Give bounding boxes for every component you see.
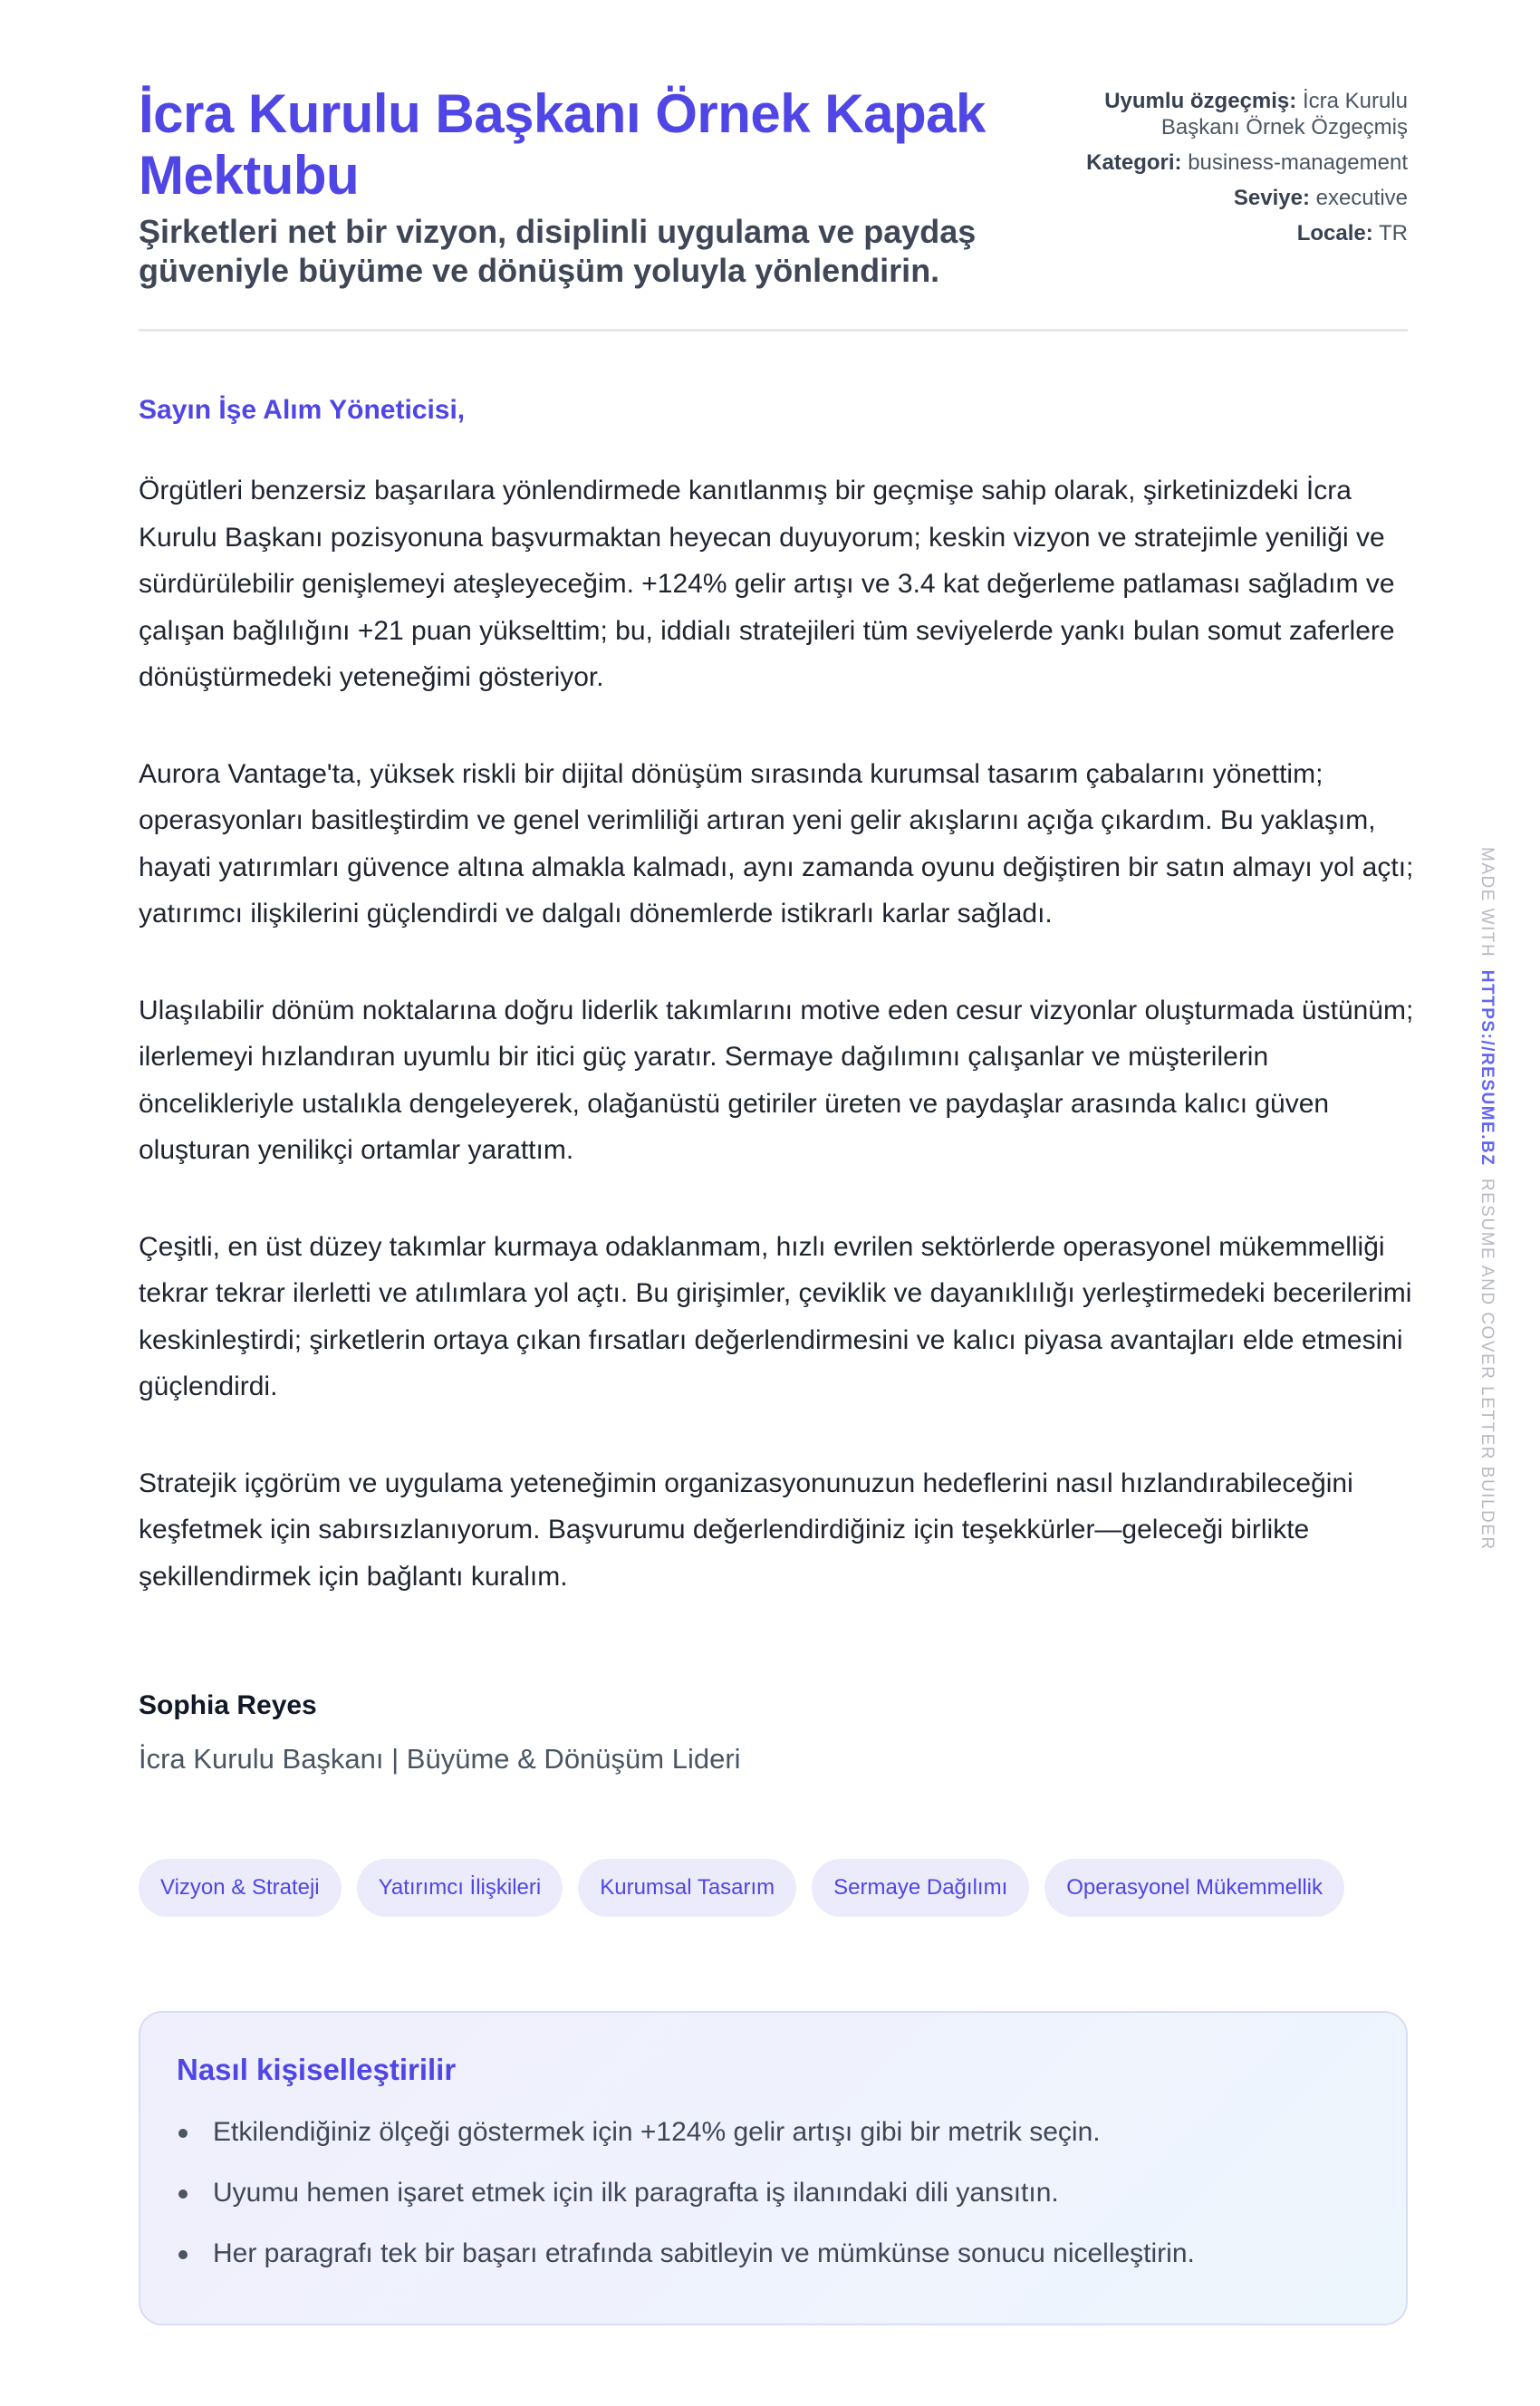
skill-tags — [139, 1859, 1344, 1917]
made-with-credit — [1469, 847, 1497, 1590]
meta-compatible-resume — [1082, 88, 1408, 140]
meta-label: Kategori: — [1086, 150, 1182, 175]
bullet-icon — [178, 2129, 188, 2138]
credit-prefix: MADE WITH — [1477, 847, 1497, 958]
tip-item — [177, 2116, 1370, 2149]
paragraph: Çeşitli, en üst düzey takımlar kurmaya odaklanmam, hızlı evrilen sektörlerde operasyonel mükemmelliği tekrar tekrar ilerletti ve atılımlara yol açtı. Bu girişimler, çeviklik ve dayanıklılığı yerleştirmedeki becerilerimi keskinleştirdi; şirketlerin ortaya çıkan fırsatları değerlendirmesini ve kalıcı piyasa avantajları elde etmesini güçlendirdi. — [139, 1231, 1412, 1401]
tip-text: Etkilendiğiniz ölçeği göstermek için +124% gelir artışı gibi bir metrik seçin. — [213, 2117, 1101, 2147]
meta-locale — [1082, 220, 1408, 246]
skill-tag: Vizyon & Strateji — [139, 1859, 342, 1917]
meta-value: executive — [1315, 186, 1408, 210]
paragraph: Ulaşılabilir dönüm noktalarına doğru liderlik takımlarını motive eden cesur vizyonlar oluşturmada üstünüm; ilerlemeyi hızlandıran uyumlu bir itici güç yaratır. Sermaye dağılımını çalışanlar ve müşterilerin öncelikleriyle ustalıkla dengeleyerek, olağanüstü getiriler üreten ve paydaşlar arasında kalıcı güven oluşturan yenilikçi ortamlar yarattım. — [139, 995, 1414, 1165]
header — [139, 0, 1408, 332]
paragraph: Örgütleri benzersiz başarılara yönlendirmede kanıtlanmış bir geçmişe sahip olarak, şirketinizdeki İcra Kurulu Başkanı pozisyonuna başvurmaktan heyecan duyuyorum; keskin vizyon ve stratejimle yeniliği ve sürdürülebilir genişlemeyi ateşleyeceğim. +124% gelir artışı ve 3.4 kat değerleme patlaması sağladım ve çalışan bağlılığını +21 puan yükselttim; bu, iddialı stratejileri tüm seviyelerde yankı bulan somut zaferlere dönüştürmedeki yeteneğimi gösteriyor. — [139, 476, 1395, 692]
tips-title: Nasıl kişiselleştirilir — [177, 2053, 457, 2086]
tip-text: Uyumu hemen işaret etmek için ilk paragrafta iş ilanındaki dili yansıtın. — [213, 2178, 1059, 2208]
tips-list — [177, 2116, 1370, 2270]
cover-letter-page — [139, 0, 1414, 2268]
tip-text: Her paragrafı tek bir başarı etrafında sabitleyin ve mümkünse sonucu nicelleştirin. — [213, 2238, 1195, 2268]
tip-item — [177, 2177, 1370, 2209]
signature-role: İcra Kurulu Başkanı | Büyüme & Dönüşüm Lideri — [139, 1743, 741, 1775]
meta-value: İcra Kurulu Başkanı Örnek Özgeçmiş — [1160, 89, 1408, 140]
credit-link[interactable]: HTTPS://RESUME.BZ — [1477, 969, 1497, 1167]
meta-label: Locale: — [1296, 221, 1373, 245]
meta-label: Uyumlu özgeçmiş: — [1104, 89, 1297, 113]
customization-tips-box — [139, 2011, 1408, 2325]
meta-level — [1082, 185, 1408, 211]
tip-item — [177, 2238, 1370, 2270]
meta-value: business-management — [1188, 150, 1408, 175]
letter-body — [139, 467, 1425, 1650]
bullet-icon — [178, 2189, 188, 2199]
skill-tag: Operasyonel Mükemmellik — [1044, 1859, 1344, 1917]
page-subtitle: Şirketleri net bir vizyon, disiplinli uygulama ve paydaş güveniyle büyüme ve dönüşüm yoluyla yönlendirin. — [139, 213, 977, 289]
paragraph: Stratejik içgörüm ve uygulama yeteneğimin organizasyonunuzun hedeflerini nasıl hızlandırabileceğini keşfetmek için sabırsızlanıyorum. Başvurumu değerlendirdiğiniz için teşekkürler—geleceği birlikte şekillendirmek için bağlantı kuralım. — [139, 1468, 1353, 1592]
skill-tag: Kurumsal Tasarım — [578, 1859, 796, 1917]
bullet-icon — [178, 2250, 188, 2259]
meta-value: TR — [1379, 221, 1408, 245]
meta-info — [1082, 88, 1408, 329]
credit-suffix: RESUME AND COVER LETTER BUILDER — [1477, 1178, 1497, 1551]
meta-category — [1082, 149, 1408, 176]
skill-tag: Sermaye Dağılımı — [812, 1859, 1029, 1917]
signature-name: Sophia Reyes — [139, 1690, 317, 1720]
meta-label: Seviye: — [1233, 186, 1310, 210]
paragraph: Aurora Vantage'ta, yüksek riskli bir dijital dönüşüm sırasında kurumsal tasarım çabalarını yönettim; operasyonları basitleştirdim ve genel verimliliği artıran yeni gelir akışlarını açığa çıkardım. Bu yaklaşım, hayati yatırımları güvence altına almakla kalmadı, aynı zamanda oyunu değiştiren bir satın almayı yol açtı; yatırımcı ilişkilerini güçlendirdi ve dalgalı dönemlerde istikrarlı karlar sağladı. — [139, 758, 1414, 929]
greeting: Sayın İşe Alım Yöneticisi, — [139, 395, 466, 425]
page-title: İcra Kurulu Başkanı Örnek Kapak Mektubu — [139, 83, 986, 206]
skill-tag: Yatırımcı İlişkileri — [357, 1859, 563, 1917]
title-block — [139, 83, 1008, 329]
